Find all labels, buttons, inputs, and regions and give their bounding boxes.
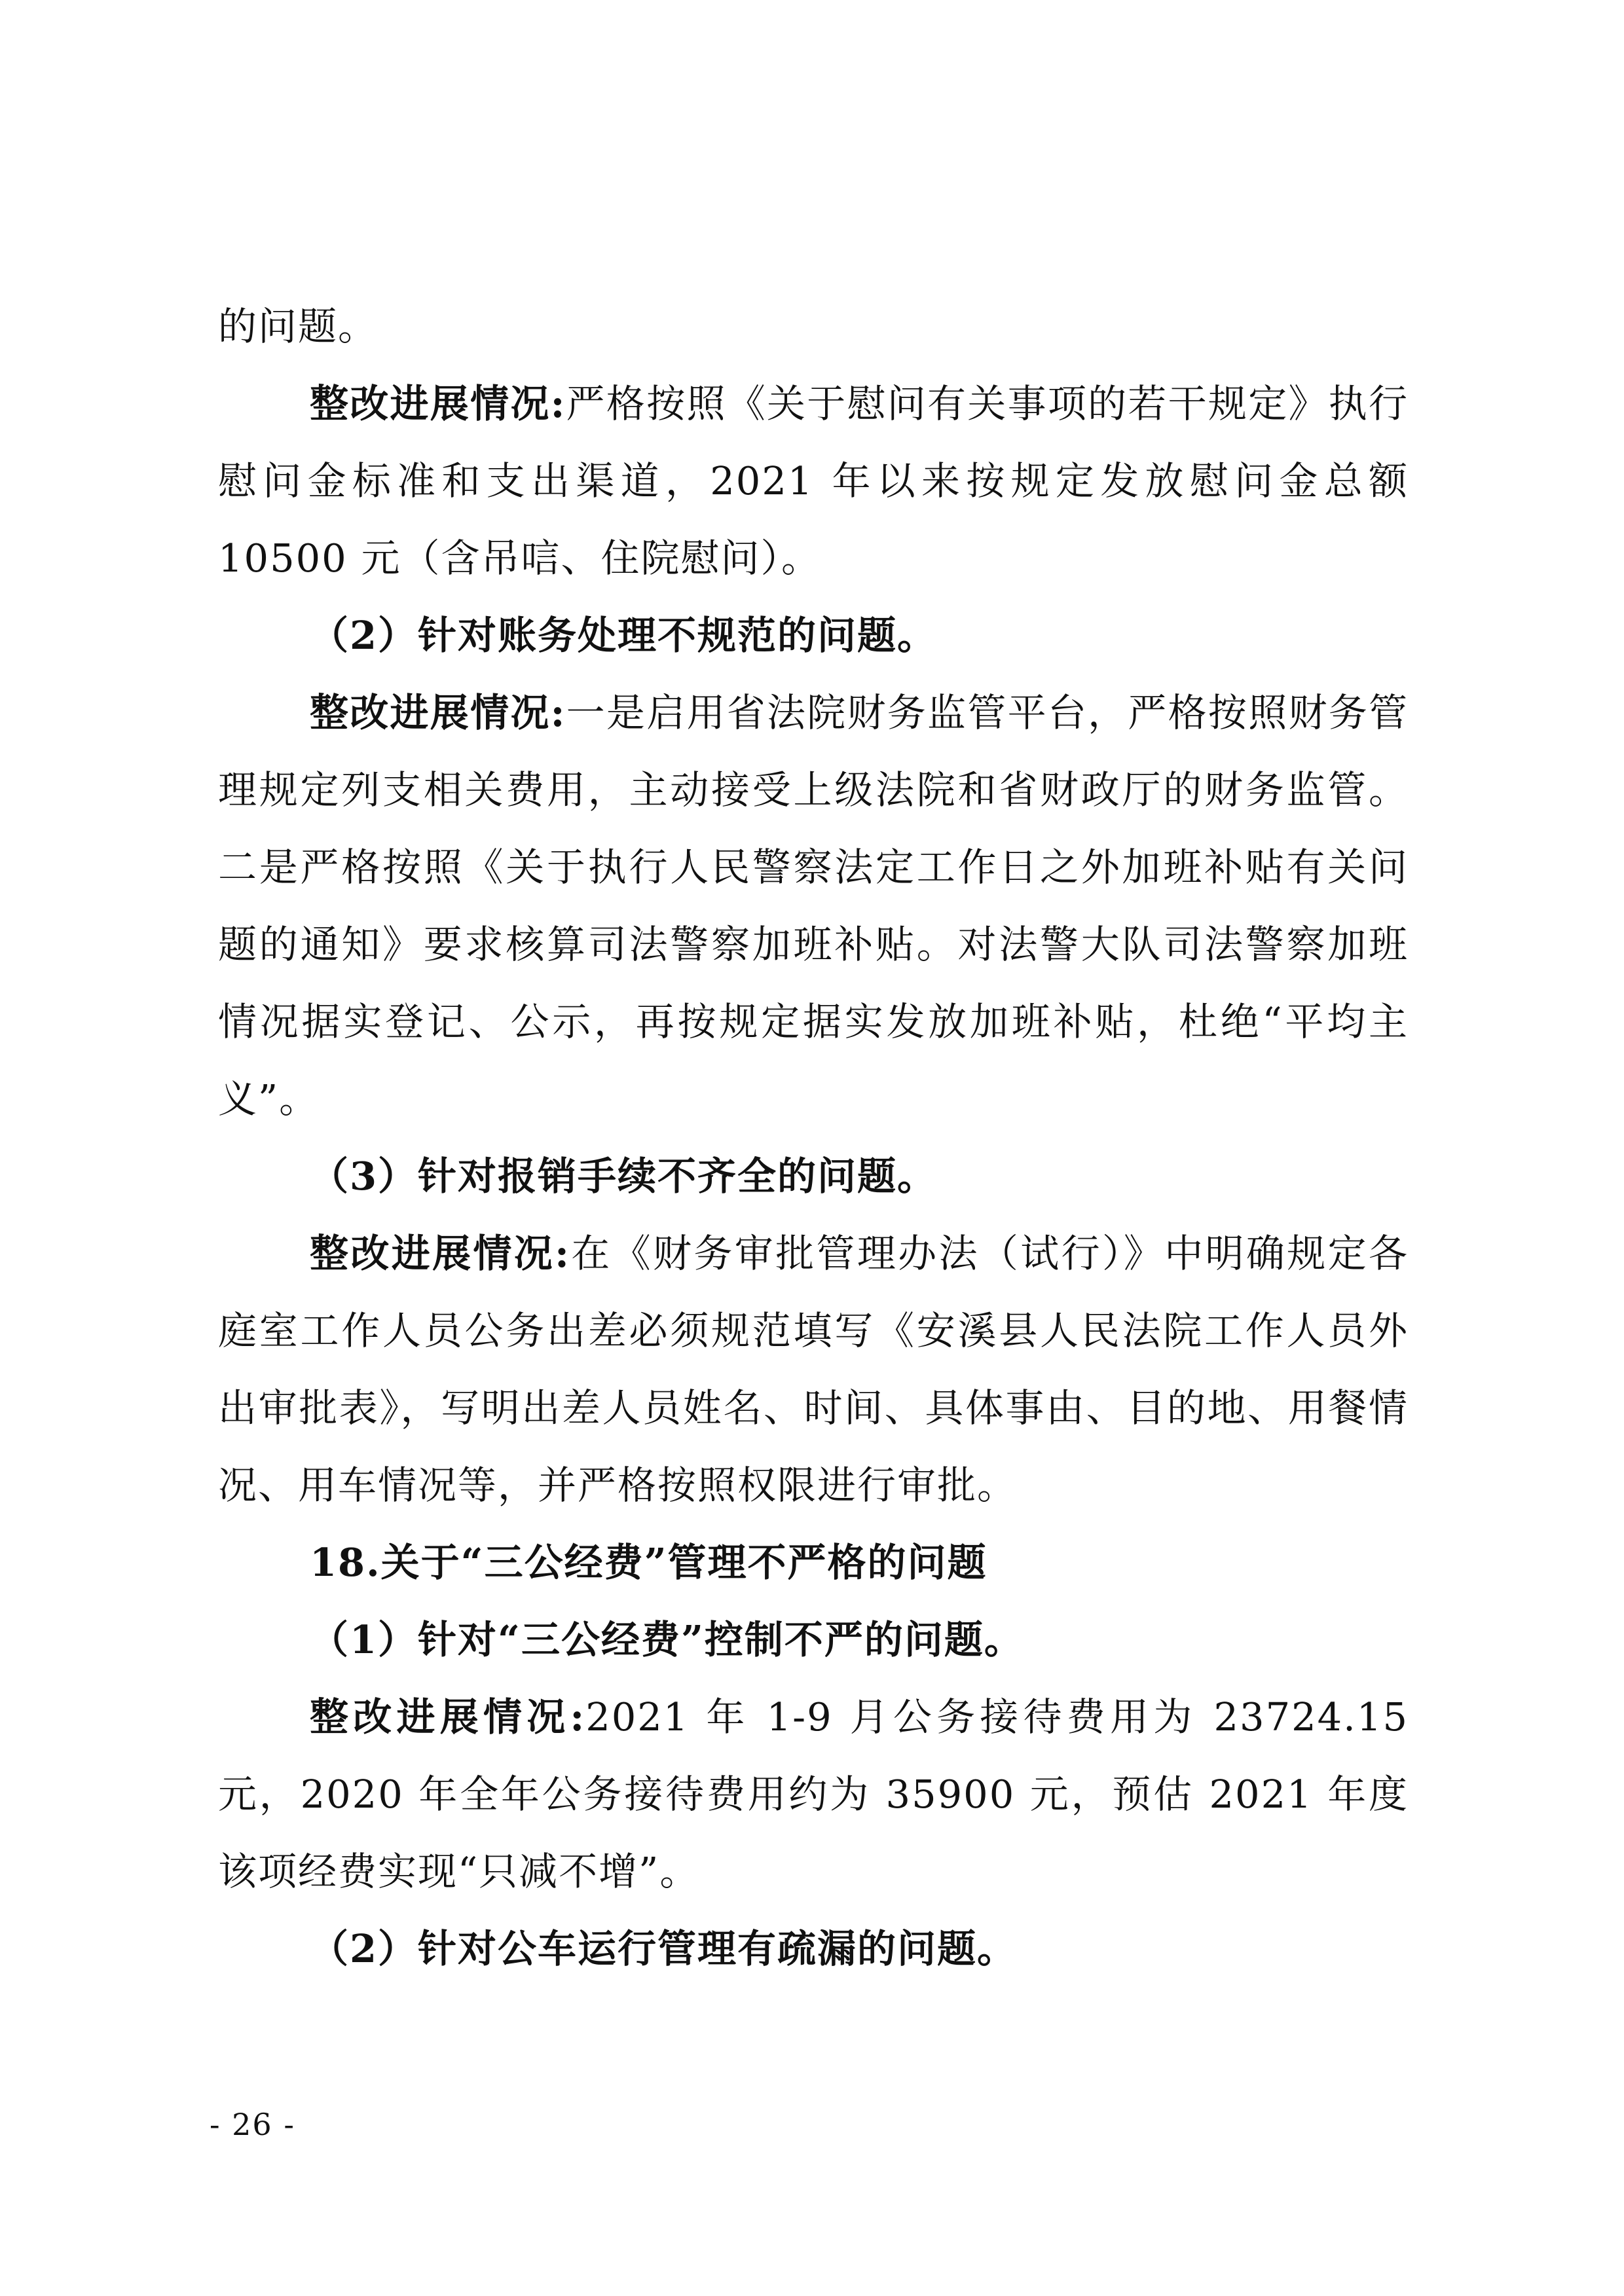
subheading-vehicle-management xyxy=(218,1910,1409,1988)
paragraph-progress-accounting xyxy=(218,674,1409,1138)
subheading-text: （1）针对“三公经费”控制不严的问题。 xyxy=(310,1617,1024,1662)
section-heading-three-public-expenses xyxy=(218,1524,1409,1601)
subheading-text: （2）针对公车运行管理有疏漏的问题。 xyxy=(310,1926,1018,1971)
body-text xyxy=(218,288,1409,1988)
paragraph-progress-expense-control xyxy=(218,1679,1409,1910)
subheading-text: （2）针对账务处理不规范的问题。 xyxy=(310,613,938,658)
subheading-reimbursement xyxy=(218,1138,1409,1215)
paragraph-text: 严格按照《关于慰问有关事项的若干规定》执行慰问金标准和支出渠道，2021 年以来按规定发放慰问金总额 10500 元（含吊唁、住院慰问）。 xyxy=(218,381,1409,581)
paragraph-text: 在《财务审批管理办法（试行）》中明确规定各庭室工作人员公务出差必须规范填写《安溪县人民法院工作人员外出审批表》，写明出差人员姓名、时间、具体事由、目的地、用餐情况、用车情况等，并严格按照权限进行审批。 xyxy=(218,1231,1409,1508)
subheading-text: （3）针对报销手续不齐全的问题。 xyxy=(310,1154,938,1199)
progress-label: 整改进展情况: xyxy=(310,381,566,426)
progress-label: 整改进展情况: xyxy=(310,1231,570,1276)
paragraph-continuation xyxy=(218,288,1409,365)
paragraph-progress-reimbursement xyxy=(218,1215,1409,1524)
section-heading-text: 18.关于“三公经费”管理不严格的问题 xyxy=(310,1540,987,1585)
page-number: - 26 - xyxy=(210,2107,295,2142)
paragraph-text: 的问题。 xyxy=(218,304,378,349)
subheading-accounting xyxy=(218,597,1409,674)
paragraph-text: 2021 年 1-9 月公务接待费用为 23724.15 元，2020 年全年公务接待费用约为 35900 元，预估 2021 年度该项经费实现“只减不增”。 xyxy=(218,1694,1409,1894)
subheading-expense-control xyxy=(218,1601,1409,1679)
paragraph-text: 一是启用省法院财务监管平台，严格按照财务管理规定列支相关费用，主动接受上级法院和省财政厅的财务监管。二是严格按照《关于执行人民警察法定工作日之外加班补贴有关问题的通知》要求核算司法警察加班补贴。对法警大队司法警察加班情况据实登记、公示，再按规定据实发放加班补贴，杜绝“平均主义”。 xyxy=(218,690,1409,1121)
progress-label: 整改进展情况: xyxy=(310,690,566,735)
progress-label: 整改进展情况: xyxy=(310,1694,586,1740)
paragraph-progress-condolence xyxy=(218,365,1409,597)
